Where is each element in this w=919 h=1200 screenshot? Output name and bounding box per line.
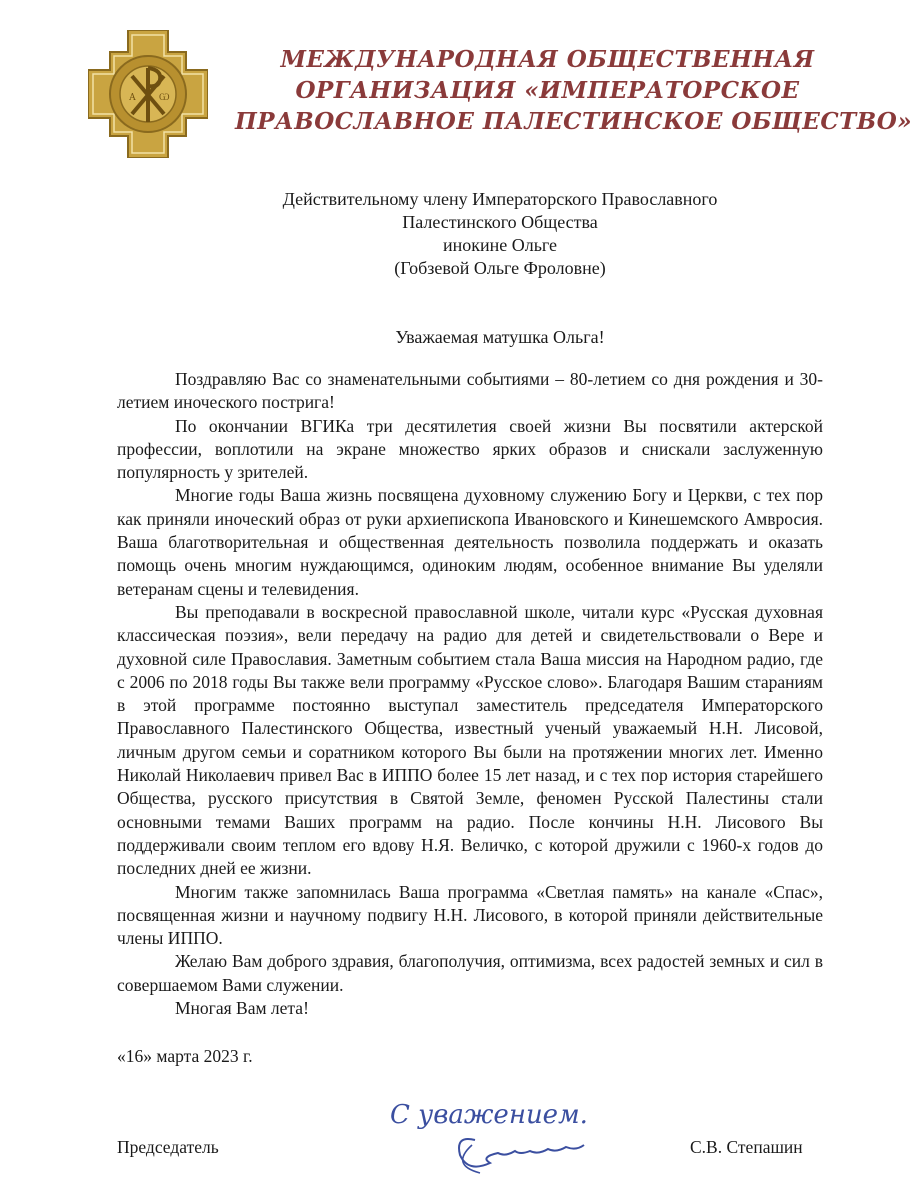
omega-letter: Ѡ xyxy=(159,93,170,103)
paragraph: По окончании ВГИКа три десятилетия своей жизни Вы посвятили актерской профессии, воплотили на экране множество ярких образов и снискали заслуженную популярность у зрителей. xyxy=(117,415,823,483)
addressee-line-4: (Гобзевой Ольге Фроловне) xyxy=(394,258,606,278)
org-title-line-1: МЕЖДУНАРОДНАЯ ОБЩЕСТВЕННАЯ xyxy=(280,46,815,73)
signer-name: С.В. Степашин xyxy=(690,1137,803,1157)
organization-title xyxy=(235,44,913,137)
paragraph: Поздравляю Вас со знаменательными событиями – 80-летием со дня рождения и 30-летием иноческого пострига! xyxy=(117,369,823,413)
letter-body xyxy=(117,368,823,1020)
chi-rho-cross-emblem-icon xyxy=(88,30,208,158)
alpha-letter: А xyxy=(129,93,136,103)
addressee-line-1: Действительному члену Императорского Православного xyxy=(282,189,718,209)
closing-wish: Многая Вам лета! xyxy=(175,998,309,1019)
handwritten-signature xyxy=(380,1085,610,1185)
org-title-line-2: ОРГАНИЗАЦИЯ «ИМПЕРАТОРСКОЕ xyxy=(295,77,800,104)
addressee-line-2: Палестинского Общества xyxy=(402,212,598,232)
signature-note: С уважением. xyxy=(390,1100,588,1130)
paragraph: Желаю Вам доброго здравия, благополучия, оптимизма, всех радостей земных и сил в совершаемом Вами служении. xyxy=(117,951,823,995)
letter-date: «16» марта 2023 г. xyxy=(117,1046,253,1066)
signer-title: Председатель xyxy=(117,1137,219,1157)
paragraph: Многие годы Ваша жизнь посвящена духовному служению Богу и Церкви, с тех пор как приняли иноческий образ от руки архиепископа Ивановского и Кинешемского Амвросия. Ваша благотворительная и общественная деятельность позволила поддержать и оказать помощь очень многим нуждающимся, одиноким людям, особенное внимание Вы уделяли ветеранам сцены и телевидения. xyxy=(117,485,823,599)
salutation: Уважаемая матушка Ольга! xyxy=(395,327,605,347)
addressee-line-3: инокине Ольге xyxy=(442,235,558,255)
paragraph: Многим также запомнилась Ваша программа «Светлая память» на канале «Спас», посвященная жизни и научному подвигу Н.Н. Лисового, в которой приняли действительные члены ИППО. xyxy=(117,881,823,949)
paragraph: Вы преподавали в воскресной православной школе, читали курс «Русская духовная классическая поэзия», вели передачу на радио для детей и свидетельствовали о Вере и духовной силе Православия. Заметным событием стала Ваша миссия на Народном радио, где с 2006 по 2018 годы Вы также вели программу «Русское слово». Благодаря Вашим стараниям в этой программе постоянно выступал заместитель председателя Императорского Православного Палестинского Общества, известный ученый уважаемый Н.Н. Лисовой, личным другом семьи и соратником которого Вы были на протяжении многих лет. Именно Николай Николаевич привел Вас в ИППО более 15 лет назад, и с тех пор история старейшего Общества, русского присутствия в Святой Земле, феномен Русской Палестины стали основными темами Ваших программ на радио. После кончины Н.Н. Лисового Вы поддерживали своим теплом его вдову Н.Я. Величко, с которой дружили с 1960-х годов до последних дней ее жизни. xyxy=(117,601,823,879)
org-title-line-3: ПРАВОСЛАВНОЕ ПАЛЕСТИНСКОЕ ОБЩЕСТВО» xyxy=(235,108,913,135)
addressee-block xyxy=(200,188,800,280)
